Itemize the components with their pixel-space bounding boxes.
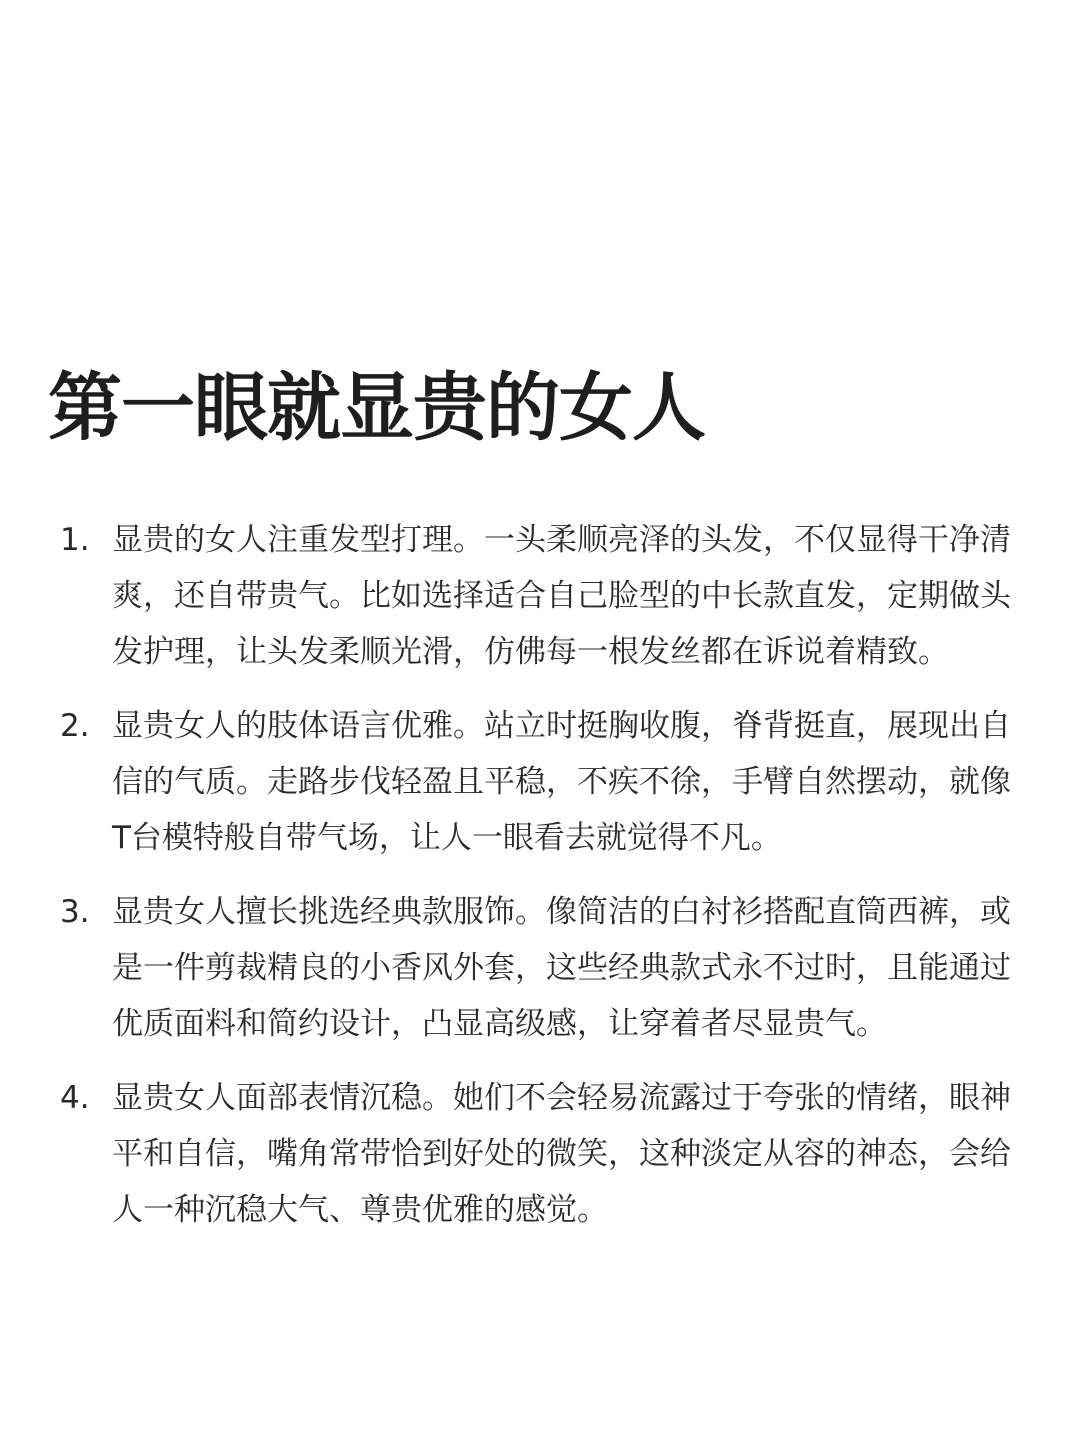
list-item-text: 显贵的女人注重发型打理。一头柔顺亮泽的头发，不仅显得干净清爽，还自带贵气。比如选择适合自己脸型的中长款直发，定期做头发护理，让头发柔顺光滑，仿佛每一根发丝都在诉说着精致。 xyxy=(112,522,1011,670)
list-item xyxy=(0,884,1080,1052)
list-item-text: 显贵女人的肢体语言优雅。站立时挺胸收腹，脊背挺直，展现出自信的气质。走路步伐轻盈且平稳，不疾不徐，手臂自然摆动，就像T台模特般自带气场，让人一眼看去就觉得不凡。 xyxy=(112,708,1011,856)
list-item xyxy=(0,1070,1080,1238)
list-item-number: 4. xyxy=(60,1080,90,1116)
list-item xyxy=(0,698,1080,866)
list-item xyxy=(0,512,1080,680)
page-title: 第一眼就显贵的女人 xyxy=(48,365,705,451)
list-item-number: 3. xyxy=(60,894,90,930)
list-item-number: 2. xyxy=(60,708,90,744)
tips-list xyxy=(0,512,1080,1256)
list-item-number: 1. xyxy=(60,522,90,558)
list-item-text: 显贵女人擅长挑选经典款服饰。像简洁的白衬衫搭配直筒西裤，或是一件剪裁精良的小香风外套，这些经典款式永不过时，且能通过优质面料和简约设计，凸显高级感，让穿着者尽显贵气。 xyxy=(112,894,1011,1042)
list-item-text: 显贵女人面部表情沉稳。她们不会轻易流露过于夸张的情绪，眼神平和自信，嘴角常带恰到好处的微笑，这种淡定从容的神态，会给人一种沉稳大气、尊贵优雅的感觉。 xyxy=(112,1080,1011,1228)
